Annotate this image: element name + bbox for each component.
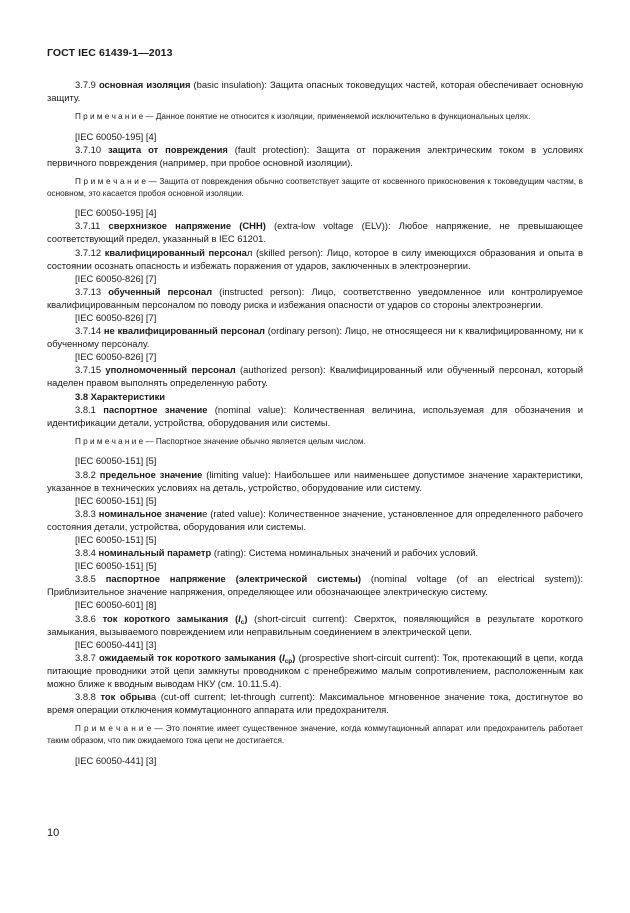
term-name: номинальный параметр [98,547,212,559]
term-number: 3.7.9 [75,79,96,90]
term-definition [47,690,583,716]
term-text: (nominal voltage (of an electrical system)): Приблизительное значение напряжения, определяющее или обозначающее электрическую систему. [47,573,583,598]
term-text: (ordinary person): Лицо, не относящееся ни к квалифицированному, ни к обученному персоналу. [47,325,583,350]
running-header: ГОСТ IEC 61439-1—2013 [47,47,173,59]
term-number: 3.7.10 [75,143,102,155]
term-definition [47,572,583,598]
reference: [IEC 60050-826] [7] [75,272,157,284]
term-number: 3.8.2 [75,468,96,480]
term-name: паспортное напряжение (электрической системы) [105,573,362,585]
term-text: (fault protection): Защита от поражения электрическим током в условиях первичного повреждения (например, при пробое основной изоляции). [47,143,584,168]
term-definition [47,78,583,104]
reference: [IEC 60050-826] [7] [75,351,157,363]
term-definition [47,285,583,311]
symbol-subscript: cp [284,657,293,665]
term-name: основная изоляция [98,79,191,90]
term-text: (instructed person): Лицо, соответственно уведомленное или контролируемое квалифицированным персоналом по поводу риска и избежания опасности от ударов со стороны электроэнергии. [47,285,584,310]
reference: [IEC 60050-441] [3] [75,638,157,650]
reference: [IEC 60050-601] [8] [75,599,157,611]
term-number: 3.7.12 [75,246,102,258]
term-text: л (skilled person): Лицо, которое в силу имеющихся образования и опыта в состоянии осознать опасность и избежать поражения от ударов, заключенных в электроэнергии. [47,246,584,271]
term-number: 3.8.8 [75,691,96,703]
note: П р и м е ч а н и е — Данное понятие не относится к изоляции, применяемой исключительно в функциональных целях. [75,112,531,122]
term-text: (authorized person): Квалифицированный или обученный персонал, который наделен правом выполнять определенную работу. [47,364,583,389]
symbol: I [238,612,241,624]
term-text: (nominal value): Количественная величина, используемая для обозначения и идентификации детали, устройства, оборудования или системы. [47,403,584,428]
term-text: (rating): Система номинальных значений и рабочих условий. [211,547,479,559]
reference: [IEC 60050-151] [5] [75,494,157,506]
term-number: 3.7.13 [75,285,102,297]
reference: [IEC 60050-151] [5] [75,534,157,545]
term-number: 3.8.3 [75,507,96,519]
term-number: 3.7.15 [75,364,102,376]
symbol: I [282,651,285,663]
term-name: защита от повреждения [108,143,228,155]
reference: [IEC 60050-441] [3] [75,754,157,766]
term-text: е (rated value): Количественное значение, установленное для определенного рабочего состояния детали, устройства, оборудования или системы. [47,507,584,532]
note: П р и м е ч а н и е — Это понятие имеет существенное значение, когда коммутационный аппарат или предохранитель работает таким образом, что пик ожидаемого тока цепи не достигается. [47,724,583,745]
term-definition [47,403,583,429]
document-body [47,78,583,767]
term-definition [47,324,583,350]
term-name: сверхнизкое напряжение (СНН) [108,220,266,232]
term-text: (short-circuit current): Сверхток, появляющийся в результате короткого замыкания, вызываемого повреждением или неправильным соединением в электрической цепи. [47,612,583,637]
term-text: (prospective short-circuit current): Ток, протекающий в цепи, когда питающие проводники этой цепи замкнуты проводником с пренебрежимо малым сопротивлением, расположенным как можно ближе к вводным выводам НКУ (см. 10.11.5.4). [47,651,583,690]
reference: [IEC 60050-826] [7] [75,312,157,323]
reference: [IEC 60050-151] [5] [75,455,157,467]
term-number: 3.8.5 [75,573,96,585]
term-number: 3.8.7 [75,651,96,663]
reference: [IEC 60050-151] [5] [75,560,157,572]
term-number: 3.7.14 [75,325,102,337]
term-definition [47,246,583,272]
term-name: обученный персонал [108,285,213,297]
term-name: не квалифицированный персонал [103,325,265,337]
term-definition [47,507,583,533]
term-name-end: ) [244,612,248,624]
term-name: уполномоченный персонал [105,364,236,376]
term-definition [47,363,583,389]
term-text: (extra-low voltage (ELV)): Любое напряжение, не превышающее соответствующий предел, указанный в IEC 61201. [47,220,583,245]
term-name-end: ) [292,651,296,663]
term-definition [47,468,583,494]
section-heading: 3.8 Характеристики [75,390,166,402]
reference: [IEC 60050-195] [4] [75,207,157,219]
term-definition [47,612,583,638]
symbol-subscript: c [240,618,245,626]
term-number: 3.8.4 [75,547,96,559]
term-text: (basic insulation): Защита опасных токоведущих частей, которая обеспечивает основную защиту. [47,79,584,104]
term-name: ожидаемый ток короткого замыкания ( [99,651,283,663]
note: П р и м е ч а н и е — Защита от повреждения обычно соответствует защите от косвенного прикосновения к токоведущим частям, в основном, это касается пробоя основной изоляции. [47,177,583,198]
term-name: паспортное значение [103,403,208,415]
reference: [IEC 60050-195] [4] [75,130,157,142]
note: П р и м е ч а н и е — Паспортное значение обычно является целым числом. [75,436,366,446]
term-name: номинальное значени [98,507,203,519]
term-text: (limiting value): Наибольшее или наименьшее допустимое значение характеристики, указанное в технических условиях на деталь, устройство, оборудование или систему. [47,468,584,493]
term-definition [47,219,583,245]
page-number: 10 [47,827,60,839]
term-name: ток короткого замыкания ( [102,612,239,624]
term-name: квалифицированный персона [104,246,247,258]
term-name: ток обрыв [100,691,151,703]
term-text: а (cut-off current; let-through current): Максимальное мгновенное значение тока, достигнутое во время операции отключения коммутационного аппарата или предохранителя. [47,691,583,716]
term-number: 3.8.1 [75,403,96,415]
term-definition [47,651,583,690]
term-name: предельное значение [99,468,203,480]
term-number: 3.8.6 [75,612,96,624]
term-number: 3.7.11 [75,220,101,232]
term-definition [47,143,583,169]
term-definition [47,546,583,559]
